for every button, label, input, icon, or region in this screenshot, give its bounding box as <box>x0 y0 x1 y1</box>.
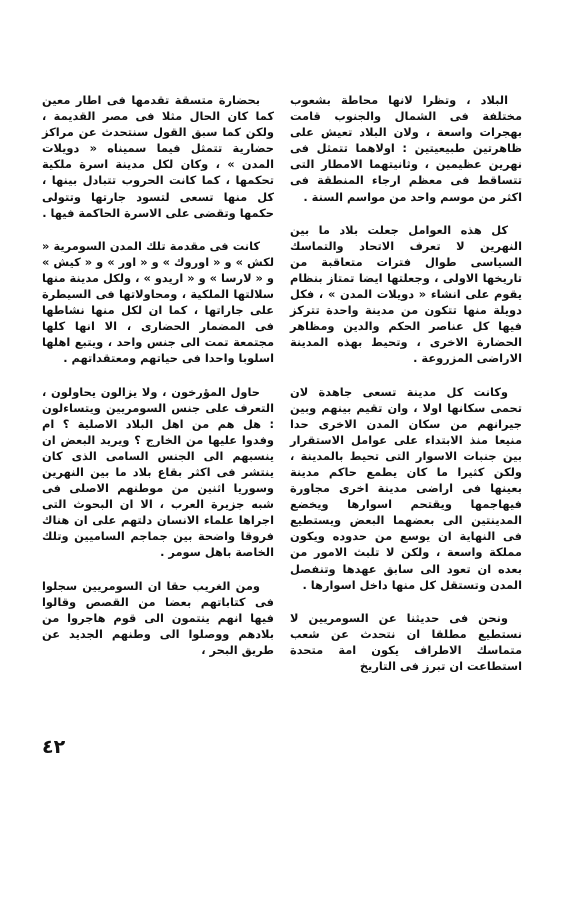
paragraph: كل هذه العوامل جعلت بلاد ما بين النهرين لا تعرف الاتحاد والتماسك السياسى طوال فترات متعاقبة من تاريخها الاولى ، وجعلتها ايضا تمتاز بنظام يقوم على انشاء « دويلات المدن » ، فكل دويلة منها تتكون من مدينة واحدة تتركز فيها كل عناصر الحكم والدين ومظاهر الحضارة الاخرى ، وتحيط بهذه المدينة الاراضى المزروعة . <box>290 222 522 366</box>
paragraph: حاول المؤرخون ، ولا يزالون يحاولون ، التعرف على جنس السومريين ويتساءلون : هل هم من اهل البلاد الاصلية ؟ ام وفدوا عليها من الخارج ؟ ويريد البعض ان ينسبهم الى الجنس السامى الذى كان ينتشر فى اكثر بقاع بلاد ما بين النهرين وسوريا اثنين من موطنهم الاصلى فى شبه جزيرة العرب ، الا ان البحوث التى اجراها علماء الانسان دلتهم على ان هناك فروقا واضحة بين جماجم الساميين وتلك الخاصة باهل سومر . <box>42 384 274 560</box>
paragraph: ونحن فى حديثنا عن السومريين لا نستطيع مطلقا ان نتحدث عن شعب متماسك الاطراف يكون امة متحدة استطاعت ان تبرز فى التاريخ <box>290 610 522 673</box>
right-text-column <box>290 92 522 691</box>
paragraph: كانت فى مقدمة تلك المدن السومرية « لكش » و « اوروك » و « اور » و « كيش » و « لارسا » و « اريدو » ، ولكل مدينة منها سلالتها الملكية ، ومحاولاتها فى السيطرة على جاراتها ، كما ان لكل منها نشاطها فى المضمار الحضارى ، الا انها كلها مجتمعة تمت الى جنس واحد ، ويتبع اهلها اسلوبا واحدا فى حياتهم ومعتقداتهم . <box>42 238 274 366</box>
paragraph: بحضارة متسقة تقدمها فى اطار معين كما كان الحال مثلا فى مصر القديمة ، ولكن كما سبق القول سنتحدث عن مراكز حضارية تتمثل فيما سميناه « دويلات المدن » ، وكان لكل مدينة اسرة ملكية تحكمها ، كما كانت الحروب تتبادل بينها ، كل منها تسعى لتسود جارتها وتتولى حكمها وتقضى على الاسرة الحاكمة فيها . <box>42 93 274 220</box>
left-text-column <box>42 92 274 675</box>
paragraph: البلاد ، وتظرا لانها محاطة بشعوب مختلفة فى الشمال والجنوب قامت بهجرات واسعة ، ولان البلاد تعيش على ظاهرتين طبيعيتين : اولاهما تتمثل فى نهرين عظيمين ، وثانيتهما الامطار التى تتساقط فى معظم ارجاء المنطقة فى اكثر من موسم واحد من مواسم السنة . <box>290 93 522 204</box>
paragraph: ومن الغريب حقا ان السومريين سجلوا فى كتاباتهم بعضا من القصص وقالوا فيها انهم ينتمون الى قوم هاجروا من بلادهم ووصلوا الى وطنهم الجديد عن طريق البحر ، <box>42 578 274 657</box>
paragraph: وكانت كل مدينة تسعى جاهدة لان تحمى سكانها اولا ، وان تقيم بينهم وبين جيرانهم من سكان المدن الاخرى حدا منيعا منذ الابتداء على عوامل الاستقرار بين جنبات الاسوار التى تحيط بالمدينة ، ولكن كثيرا ما كان يطمع حاكم مدينة بعينها فى اراضى مدينة اخرى مجاورة فيهاجمها ويقتحم اسوارها ويخضع المدينتين الى بعضهما البعض ويستطيع فى النهاية ان يوسع من حدوده ويكون مملكة واسعة ، ولكن لا تلبث الامور من بعده ان تعود الى سابق عهدها وتنفصل المدن وتستقل كل منها داخل اسوارها . <box>290 384 522 592</box>
page-number: ٤٢ <box>42 736 66 758</box>
